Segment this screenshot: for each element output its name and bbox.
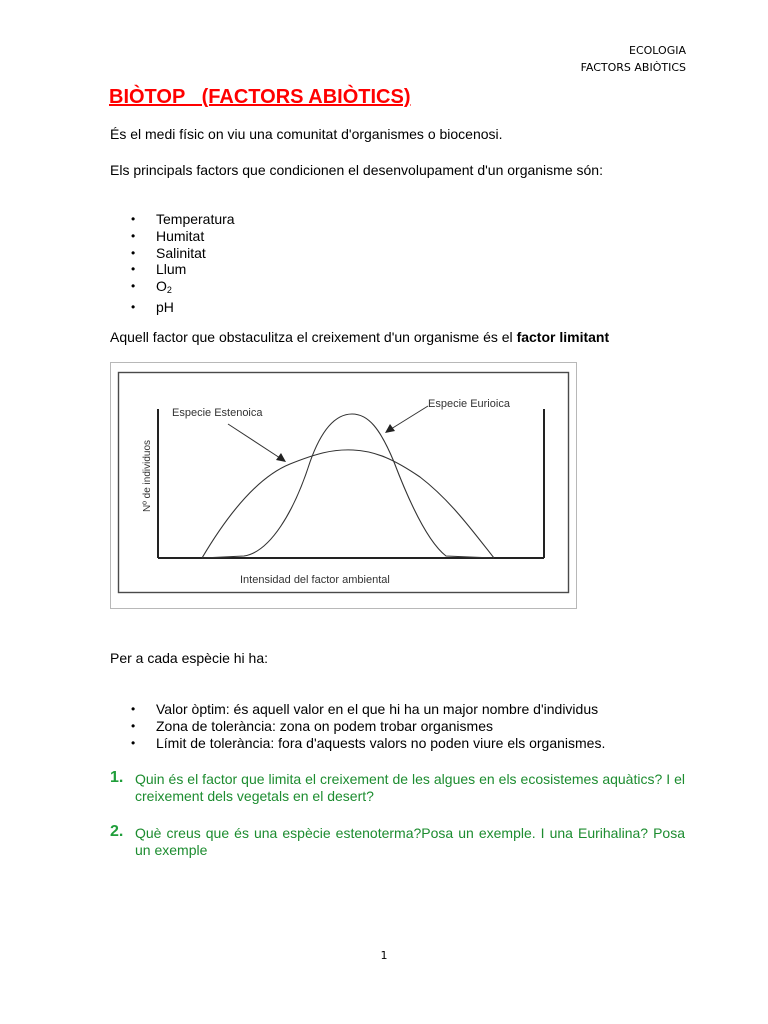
species-list [110,701,605,751]
page-header [581,42,686,76]
list-item: • Valor òptim: és aquell valor en el que hi ha un major nombre d'individus [110,701,605,718]
tolerance-figure [110,362,577,609]
list-item: • Humitat [110,228,235,245]
page-title: BIÒTOP (FACTORS ABIÒTICS) [109,86,411,108]
list-item: • Temperatura [110,211,235,228]
list-item: • Llum [110,261,235,278]
question-2 [110,825,685,859]
list-item: • Límit de tolerància: fora d'aquests valors no poden viure els organismes. [110,735,605,752]
o2-subscript: 2 [166,285,172,296]
y-axis-label: Nº de individuos [142,439,153,512]
list-item: • Zona de tolerància: zona on podem trobar organismes [110,718,605,735]
page-number: 1 [380,949,388,962]
limit-prefix: Aquell factor que obstaculitza el creixement d'un organisme és el [110,329,517,345]
question-number: 1. [110,769,124,786]
list-item: • pH [110,299,235,316]
list-item [110,278,235,299]
header-topic: FACTORS ABIÒTICS [580,61,686,74]
question-text: Què creus que és una espècie estenoterma?Posa un exemple. I una Eurihalina? Posa un exemple [135,825,685,858]
intro-paragraph: És el medi físic on viu una comunitat d'organismes o biocenosi. [110,126,503,142]
species-intro: Per a cada espècie hi ha: [110,650,268,666]
limiting-factor-sentence [110,329,609,346]
o2-label: O [156,278,167,295]
header-subject: ECOLOGIA [629,44,686,57]
x-axis-label: Intensidad del factor ambiental [240,574,390,586]
question-text: Quin és el factor que limita el creixement de les algues en els ecosistemes aquàtics? I el creixement dels vegetals en el desert? [135,771,685,804]
eury-label: Especie Eurioica [428,398,510,410]
factors-intro: Els principals factors que condicionen el desenvolupament d'un organisme són: [110,162,603,178]
question-number: 2. [110,823,124,840]
list-item: • Salinitat [110,245,235,262]
limit-bold: factor limitant [516,329,610,345]
factor-list [110,211,235,316]
steno-label: Especie Estenoica [172,407,263,419]
question-1 [110,771,685,805]
